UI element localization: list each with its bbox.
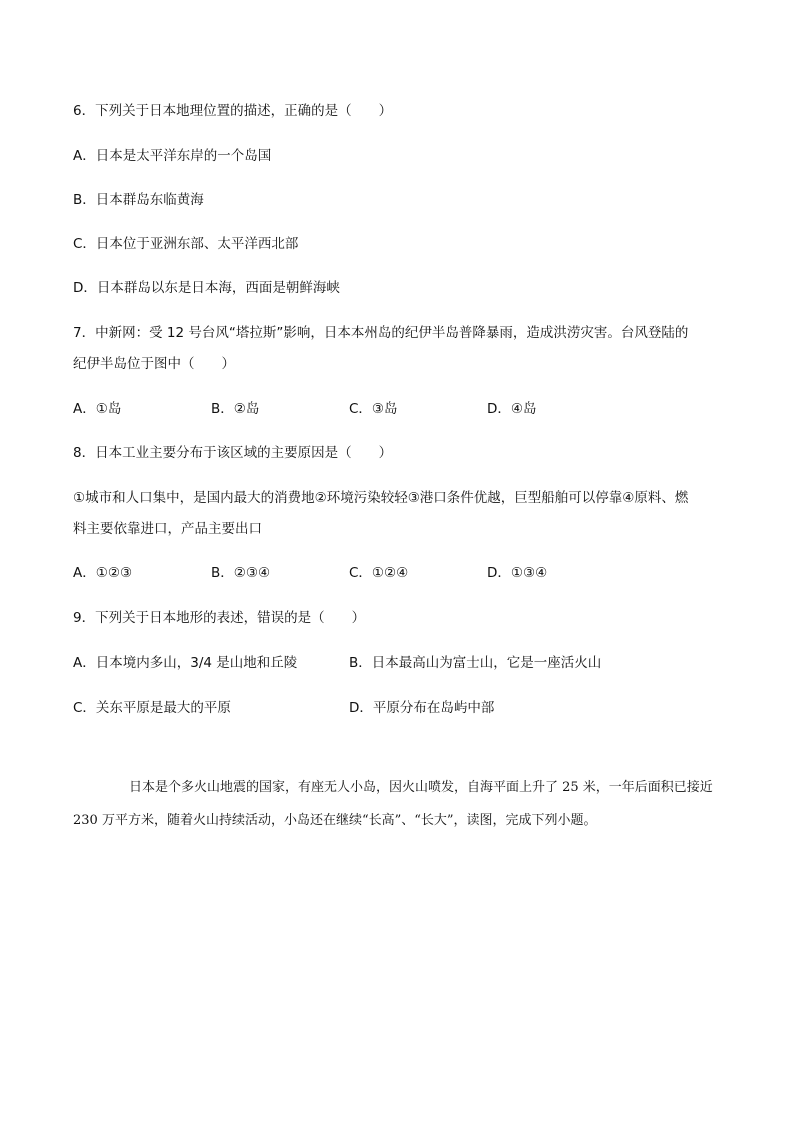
question-7-option-b: B．②岛 <box>211 401 260 417</box>
question-8-option-a: A．①②③ <box>73 565 133 581</box>
question-9-option-c: C．关东平原是最大的平原 <box>73 700 231 716</box>
question-9-option-a: A．日本境内多山，3/4 是山地和丘陵 <box>73 655 298 671</box>
question-7-option-a: A．①岛 <box>73 401 122 417</box>
question-9-stem: 9．下列关于日本地形的表述，错误的是（ ） <box>73 610 366 626</box>
question-6-option-c: C．日本位于亚洲东部、太平洋西北部 <box>73 236 299 252</box>
question-8-stem: 8．日本工业主要分布于该区域的主要原因是（ ） <box>73 445 393 461</box>
intro-paragraph: 日本是个多火山地震的国家，有座无人小岛，因火山喷发，自海平面上升了 25 米，一年后面积已接近 230 万平方米，随着火山持续活动，小岛还在继续“长高”、“长大”，读图，完成下列小题。 <box>73 780 713 828</box>
question-8-option-c: C．①②④ <box>349 565 409 581</box>
question-8-info-line2: 料主要依靠进口，产品主要出口 <box>73 521 262 537</box>
question-7-stem-line2: 纪伊半岛位于图中（ ） <box>73 356 235 372</box>
question-6-stem: 6．下列关于日本地理位置的描述，正确的是（ ） <box>73 103 393 119</box>
question-7-option-d: D．④岛 <box>487 401 537 417</box>
question-8-info-line1: ①城市和人口集中，是国内最大的消费地②环境污染较轻③港口条件优越，巨型船舶可以停靠④原料、燃 <box>73 490 689 506</box>
question-6-option-b: B．日本群岛东临黄海 <box>73 192 204 208</box>
question-7-option-c: C．③岛 <box>349 401 398 417</box>
question-6-option-a: A．日本是太平洋东岸的一个岛国 <box>73 148 272 164</box>
question-8-option-d: D．①③④ <box>487 565 548 581</box>
question-9-option-b: B．日本最高山为富士山，它是一座活火山 <box>349 655 602 671</box>
question-9-option-d: D．平原分布在岛屿中部 <box>349 700 495 716</box>
question-8-option-b: B．②③④ <box>211 565 271 581</box>
question-6-option-d: D．日本群岛以东是日本海，西面是朝鲜海峡 <box>73 280 340 296</box>
question-7-stem-line1: 7．中新网：受 12 号台风“塔拉斯”影响，日本本州岛的纪伊半岛普降暴雨，造成洪涝灾害。台风登陆的 <box>73 325 689 341</box>
